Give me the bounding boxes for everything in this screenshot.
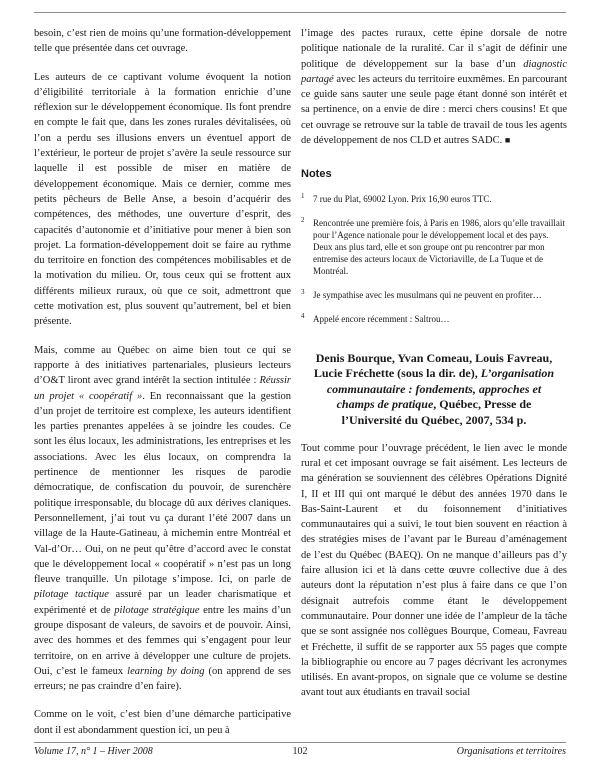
footnote-text: Appelé encore récemment : Saltrou… (313, 313, 450, 324)
review-authors: Denis Bourque, Yvan Comeau, Louis Favreau, Lucie Fréchette (sous la dir. de), (313, 350, 553, 381)
right-column (301, 26, 567, 701)
italic-term: pilotage stratégique (114, 604, 200, 616)
footnote-number: 2 (301, 215, 305, 224)
page-number: 102 (292, 746, 308, 757)
bottom-rule (34, 742, 566, 743)
italic-term: learning by doing (127, 665, 205, 677)
page-footer (34, 746, 566, 760)
footnote (301, 313, 567, 325)
footnote-text: Rencontrée une première fois, à Paris en 1986, alors qu’elle travaillait pour l’Agence nationale pour le développement local et des pays. Deux ans plus tard, elle et son groupe ont pu rencontrer par mon entremise des acteurs locaux de Victoriaville, de La Tuque et de Montréal. (313, 217, 565, 276)
paragraph: Comme on le voit, c’est bien d’une démarche participative dont il est abondamment question ici, un peu à (34, 709, 291, 736)
footer-journal: Organisations et territoires (456, 746, 566, 757)
review-heading (301, 351, 567, 429)
top-rule (34, 12, 566, 13)
footnote (301, 217, 567, 277)
italic-term: diagnostic partagé (301, 58, 567, 85)
text-run: (on apprend de ses erreurs; ne pas craindre d’en faire). (34, 665, 291, 693)
text-run: . En reconnaissant que la gestion d’un projet de territoire est complexe, les auteurs identifient les parties prenantes appelées à se joindre les coudes. Ce sont les élus locaux, les administrations, les entreprises et les associations. Avec les élus locaux, on comprendra la pertinence de mentionner les risques de parodie démocratique, de confiscation du pouvoir, de surenchère politique irresponsable, du blocage dû aux dérives claniques. Personnellement, j’ai tout vu ça durant l’été 2007 dans un village de la Haute-Gatineau, à michemin entre Montréal et Val-d’Or… Oui, on ne peut qu’être d’accord avec le constat que le développement local « coopératif » n’est pas un long fleuve tranquille. Un pilotage s’impose. Ici, on parle de (34, 390, 291, 586)
text-run: entre les mains d’un groupe disposant de valeurs, de savoirs et de pouvoir. Ainsi, avec des hommes et des femmes qui s’engagent pour leur territoire, on en arrive à développer une culture de projets. Oui, c’est le fameux (34, 604, 291, 677)
italic-term: pilotage tactique (34, 589, 109, 601)
footnote (301, 289, 567, 301)
footer-volume: Volume 17, n° 1 – Hiver 2008 (34, 746, 153, 757)
paragraph: Tout comme pour l’ouvrage précédent, le lien avec le monde rural et cet imposant ouvrage se fait aisément. Les lecteurs de ma génération se souviennent des célèbres Opérations Dignité I, II et III qui ont marqué le début des années 1970 dans le Bas-Saint-Laurent et du foisonnement d’initiatives communautaires qui a suivi, le tout bien souvent en réaction à des stratégies mises de l’avant par le Bureau d’aménagement de l’est du Québec (BAEQ). On ne manque d’ailleurs pas d’y faire allusion ici et là dans cette œuvre collective due à des auteurs dont la réputation n’est plus à faire dans ce que l’on désignait autrefois comme étant le développement communautaire. Pour donner une idée de l’ampleur de la tâche que se sont assignée nos collègues Bourque, Comeau, Favreau et Fréchette, il suffit de se rapporter aux 55 pages que compte la bibliographie ou encore au 7 pages décrivant les acronymes utilisés. En avant-propos, on signale que ce volume se destine avant tout aux étudiants en travail social (301, 442, 567, 699)
review-book-title: L’organisation communautaire : fondements, approches et champs de pratique (326, 366, 555, 412)
paragraph: Les auteurs de ce captivant volume évoquent la notion d’éligibilité territoriale à la formation enrichie d’une réflexion sur le développement économique. Ils font prendre en compte le fait que, dans les zones rurales dévitalisées, où l’on a perdu ses illusions envers un éventuel apport de l’extérieur, le porteur de projet s’avère la seule ressource sur laquelle il est possible de miser en matière de développement économique. Mais ce dernier, comme mes petits pêcheurs de Belle Anse, a besoin d’acquérir des compétences, des méthodes, une ouverture d’esprit, des capacités d’autonomie et d’initiative pour mener à bien son projet. La formation-développement doit se faire au rythme du territoire en fonction des compétences mobilisables et de la motivation du milieu. Or, tous ceux qui se frottent aux différents milieux ruraux, où que ce soit, admettront que cette motivation est, plus souvent qu’autrement, bel et bien présente. (34, 71, 291, 328)
left-column (34, 26, 291, 738)
paragraph: besoin, c’est rien de moins qu’une formation-développement telle que présentée dans cet ouvrage. (34, 28, 291, 55)
footnote-number: 3 (301, 287, 305, 296)
italic-title: Réussir un projet « coopératif » (34, 375, 291, 402)
footnote-number: 4 (301, 311, 305, 320)
text-run: avec les acteurs du territoire euxmêmes. En parcourant ce guide sans sauter une seule page étant donné son intérêt et sa pertinence, on a envie de dire : merci chers cousins! Et que cet ouvrage se retrouve sur la table de travail de tous les agents de développement de nos CLD et autres SADC. (301, 73, 567, 147)
paragraph (301, 26, 567, 148)
footnote (301, 193, 567, 205)
text-run: Mais, comme au Québec on aime bien tout ce qui se rapporte à des initiatives partenariales, plusieurs lecteurs d’O&T liront avec grand intérêt la section intitulée : (34, 344, 291, 387)
review-publication: , Québec, Presse de l’Université du Québec, 2007, 534 p. (341, 397, 532, 428)
footnote-text: Je sympathise avec les musulmans qui ne peuvent en profiter… (313, 289, 542, 300)
text-run: l’image des pactes ruraux, cette épine dorsale de notre politique nationale de la ruralité. Car il s’agit de définir une politique de développement sur la base d’un (301, 28, 567, 70)
footnote-text: 7 rue du Plat, 69002 Lyon. Prix 16,90 euros TTC. (313, 193, 492, 204)
end-mark-icon: ■ (504, 135, 511, 146)
paragraph (34, 343, 291, 695)
footnote-number: 1 (301, 191, 305, 200)
notes-heading: Notes (301, 168, 332, 181)
text-run: assuré par un leader charismatique et expérimenté et de (34, 589, 291, 616)
